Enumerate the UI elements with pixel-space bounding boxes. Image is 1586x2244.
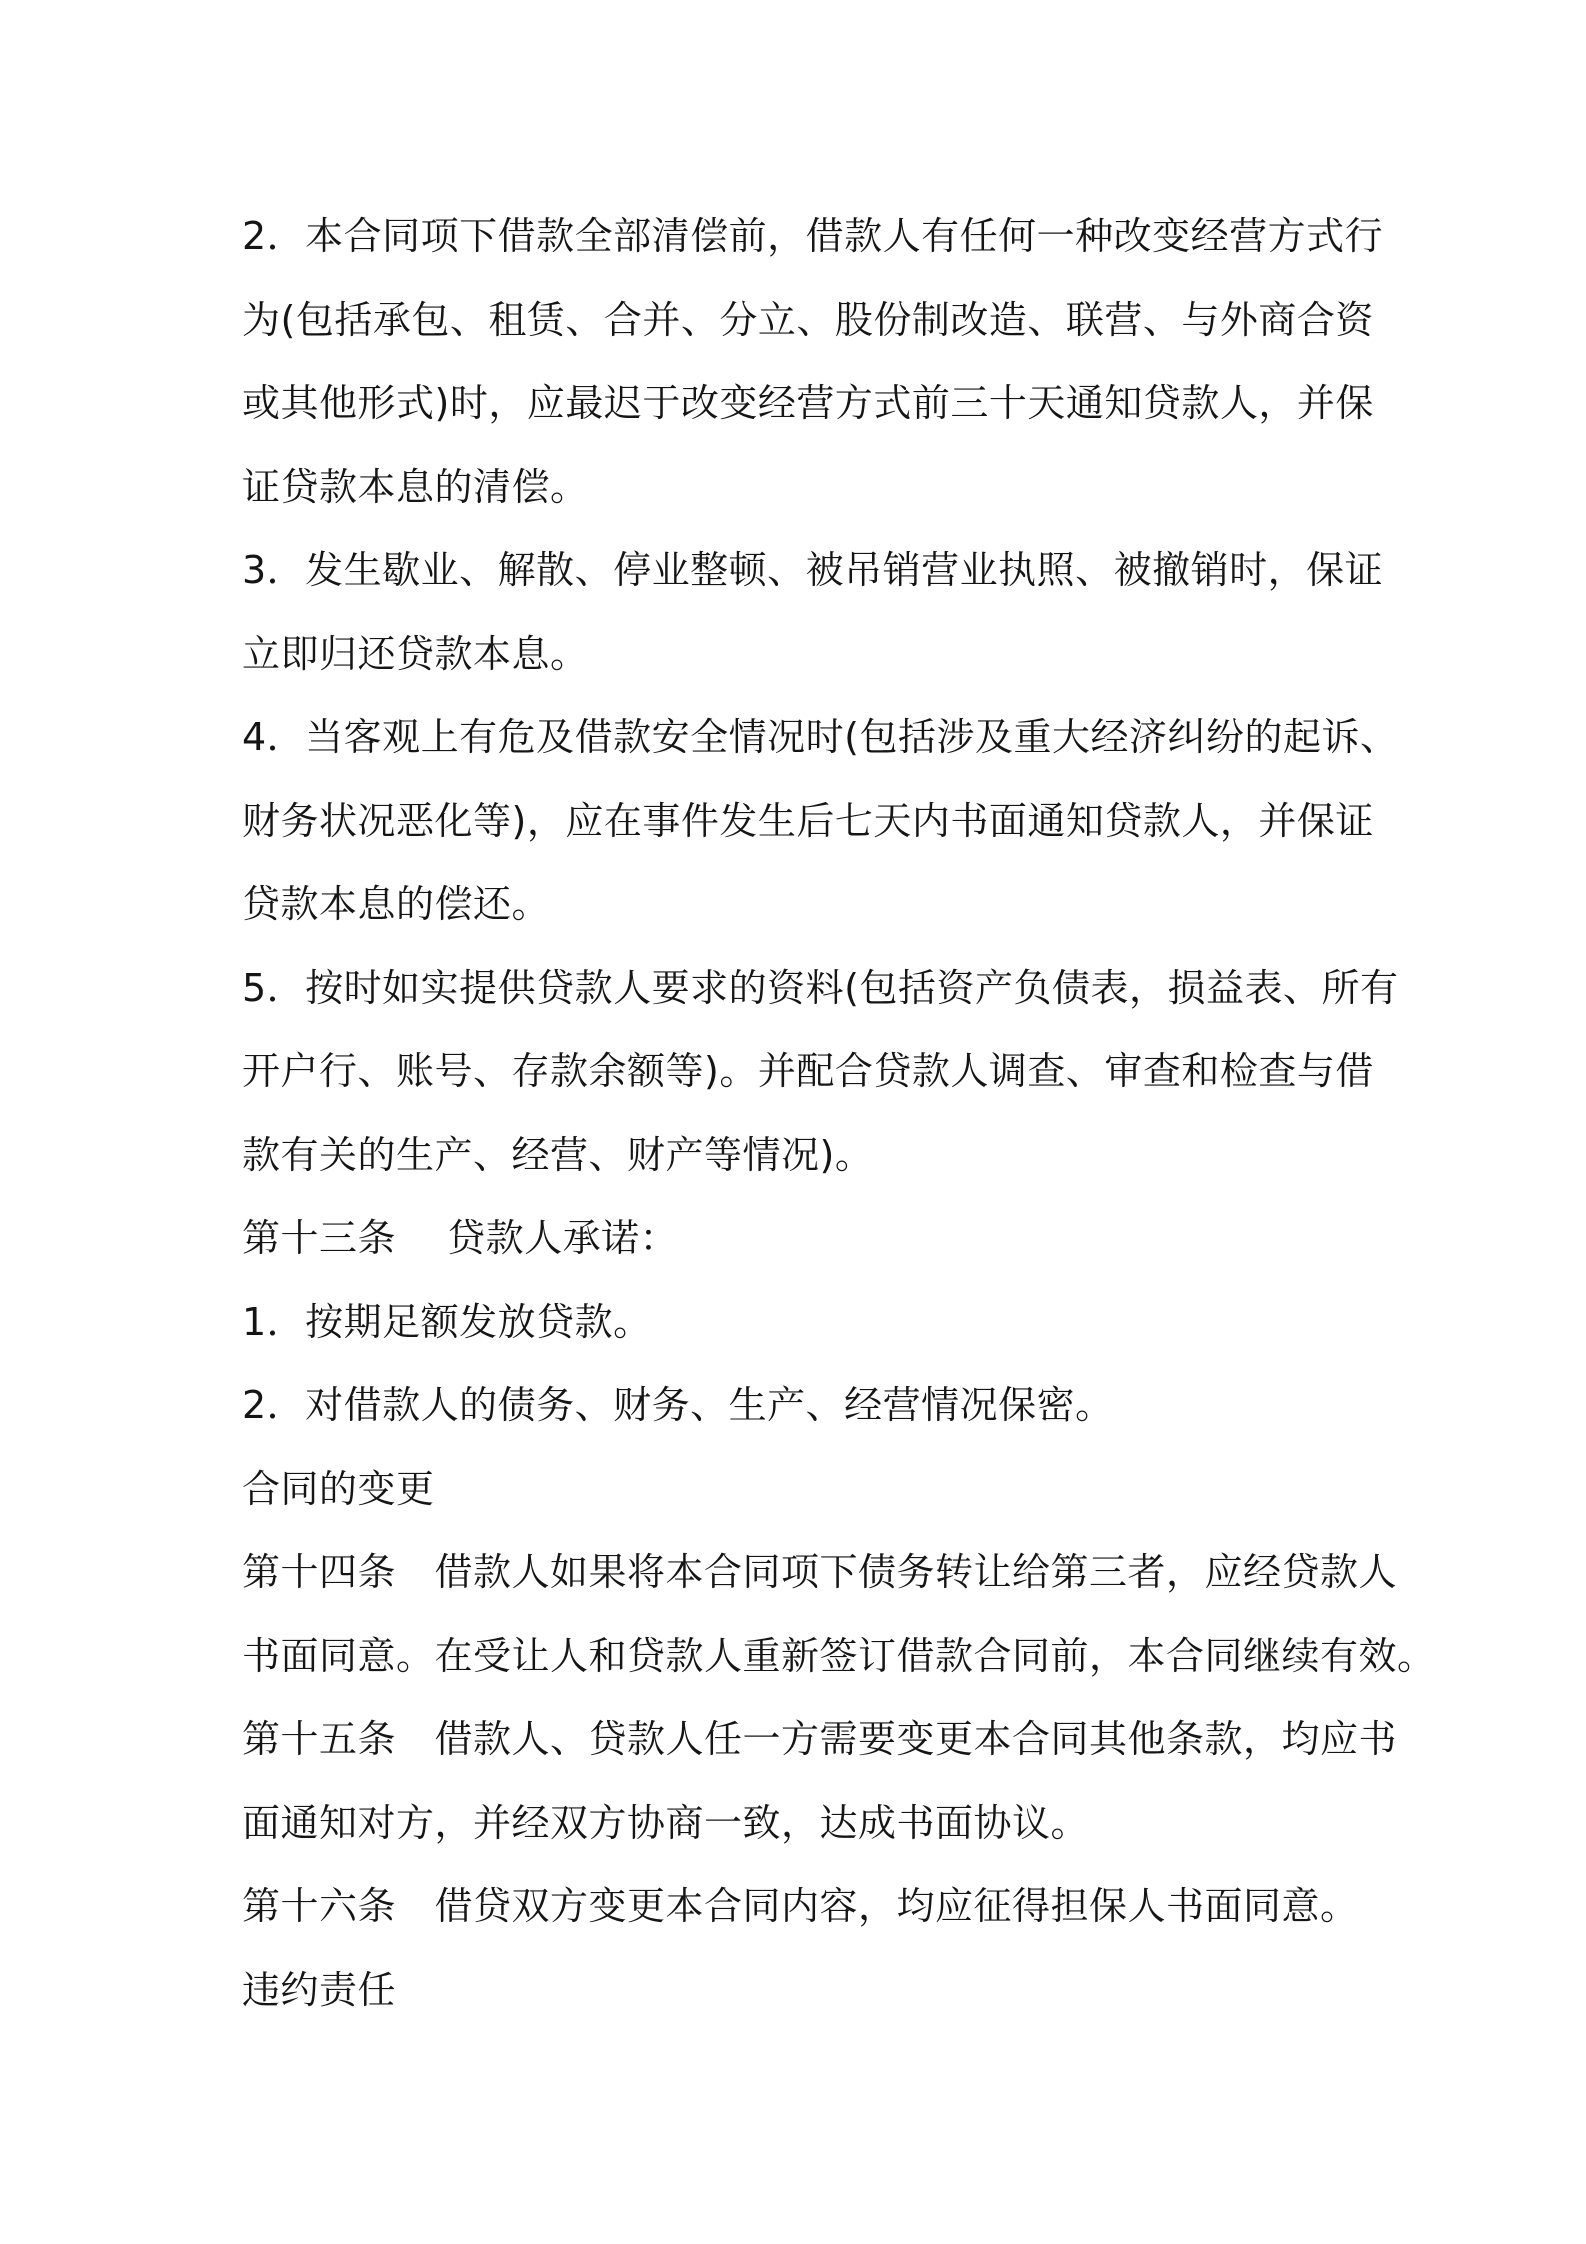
clause-3-line-2: 立即归还贷款本息。	[242, 631, 589, 676]
article-13-heading: 第十三条 贷款人承诺：	[242, 1216, 679, 1260]
section-heading-contract-change: 合同的变更	[242, 1466, 435, 1511]
clause-2-line-4: 证贷款本息的清偿。	[242, 464, 589, 509]
article-15-line-2: 面通知对方，并经双方协商一致，达成书面协议。	[242, 1800, 1090, 1845]
clause-4-line-3: 贷款本息的偿还。	[242, 882, 551, 926]
article-14-line-1: 第十四条 借款人如果将本合同项下债务转让给第三者，应经贷款人	[242, 1550, 1398, 1594]
clause-5-line-3: 款有关的生产、经营、财产等情况)。	[242, 1132, 874, 1177]
article-13-item-1: 1．按期足额发放贷款。	[242, 1299, 652, 1344]
clause-2-line-2: 为(包括承包、租赁、合并、分立、股份制改造、联营、与外商合资	[242, 297, 1374, 342]
article-16-line-1: 第十六条 借贷双方变更本合同内容，均应征得担保人书面同意。	[242, 1884, 1359, 1928]
article-13-item-2: 2．对借款人的债务、财务、生产、经营情况保密。	[242, 1383, 1114, 1427]
clause-5-line-2: 开户行、账号、存款余额等)。并配合贷款人调查、审查和检查与借	[242, 1049, 1374, 1093]
clause-3-line-1: 3．发生歇业、解散、停业整顿、被吊销营业执照、被撤销时，保证	[242, 548, 1384, 592]
clause-5-line-1: 5．按时如实提供贷款人要求的资料(包括资产负债表，损益表、所有	[242, 965, 1399, 1010]
article-15-line-1: 第十五条 借款人、贷款人任一方需要变更本合同其他条款，均应书	[242, 1717, 1398, 1761]
section-heading-liability: 违约责任	[242, 1967, 397, 2012]
clause-2-line-3: 或其他形式)时，应最迟于改变经营方式前三十天通知贷款人，并保	[242, 381, 1374, 425]
clause-2-line-1: 2．本合同项下借款全部清偿前，借款人有任何一种改变经营方式行	[242, 214, 1384, 258]
clause-4-line-2: 财务状况恶化等)，应在事件发生后七天内书面通知贷款人，并保证	[242, 798, 1374, 843]
contract-text	[242, 195, 1436, 2032]
article-14-line-2: 书面同意。在受让人和贷款人重新签订借款合同前，本合同继续有效。	[242, 1633, 1436, 1678]
clause-4-line-1: 4．当客观上有危及借款安全情况时(包括涉及重大经济纠纷的起诉、	[242, 715, 1399, 759]
